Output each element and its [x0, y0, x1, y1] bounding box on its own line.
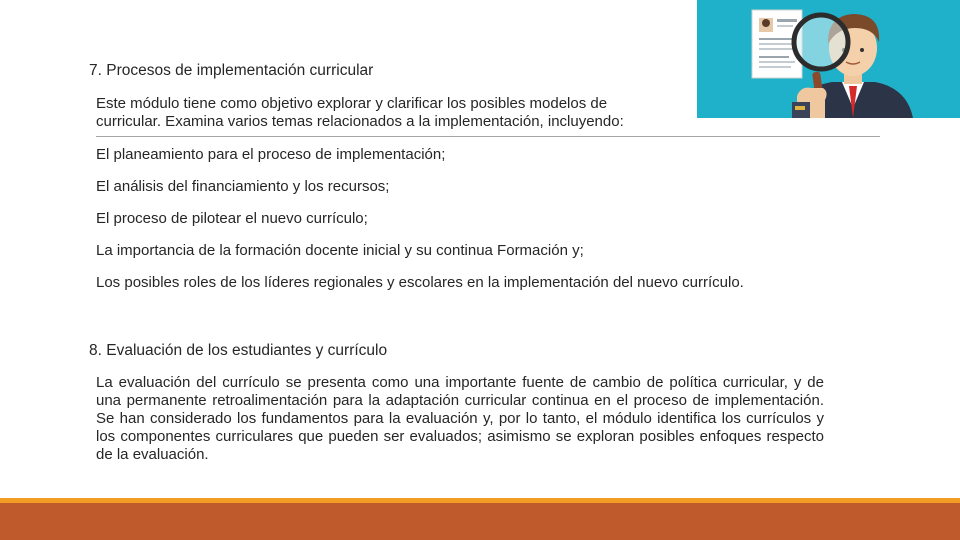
list-item: El planeamiento para el proceso de implementación;	[96, 146, 446, 163]
section-7-heading: 7. Procesos de implementación curricular	[89, 62, 374, 79]
footer-bar	[0, 503, 960, 540]
divider	[96, 136, 880, 137]
list-item: Los posibles roles de los líderes regionales y escolares en la implementación del nuevo currículo.	[96, 274, 744, 291]
section-8-body: La evaluación del currículo se presenta como una importante fuente de cambio de política curricular, y de una permanente retroalimentación para la adaptación curricular continua en el proceso de implementación. Se han considerado los fundamentos para la evaluación y, por lo tanto, el módulo identifica los currículos y los componentes curriculares que pueden ser evaluados; asimismo se exploran posibles enfoques respecto de la evaluación.	[96, 374, 824, 463]
list-item: La importancia de la formación docente inicial y su continua Formación y;	[96, 242, 584, 259]
list-item: El análisis del financiamiento y los recursos;	[96, 178, 390, 195]
section-7-intro	[96, 95, 696, 131]
section-8-heading: 8. Evaluación de los estudiantes y currículo	[89, 342, 388, 359]
list-item: El proceso de pilotear el nuevo currículo;	[96, 210, 368, 227]
person-magnifying-glass-cv-icon	[697, 0, 960, 118]
intro-line: curricular. Examina varios temas relacionados a la implementación, incluyendo:	[96, 113, 624, 130]
intro-line: Este módulo tiene como objetivo explorar y clarificar los posibles modelos de	[96, 95, 608, 112]
